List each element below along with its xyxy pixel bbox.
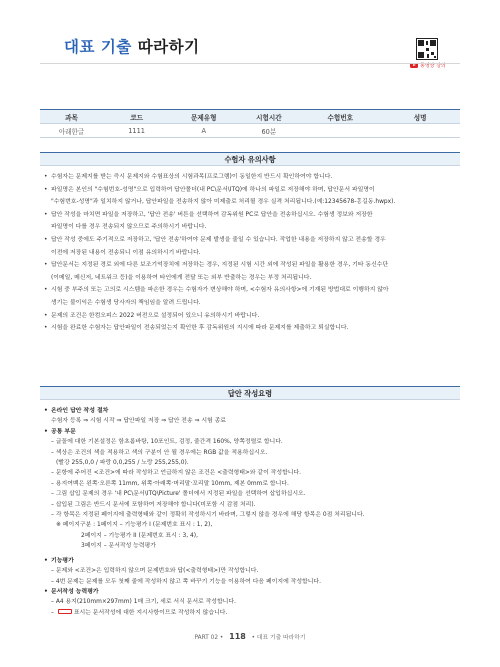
- table-header-cell: 성명: [380, 110, 460, 124]
- header-divider: [40, 63, 460, 64]
- guide-line: 2페이지 – 기능평가 II (문제번호 표시 : 3, 4),: [81, 532, 198, 539]
- guide-line: ※ 페이지구분 : 1페이지 – 기능평가 I (문제번호 표시 : 1, 2),: [56, 522, 213, 529]
- table-header-row: [40, 110, 460, 124]
- guide-line: – 삽입된 그림은 반드시 문서에 포함하여 저장해야 합니다(미포함 시 감점 처리).: [51, 501, 256, 508]
- qr-code-icon[interactable]: [416, 38, 438, 60]
- page-number: 118: [229, 632, 246, 641]
- table-cell: 아래한글: [40, 124, 103, 138]
- list-item-line: (이메일, 메신저, 네트워크 등)을 이용하여 타인에게 전달 또는 외부 반출하는 경우는 부정 처리됩니다.: [51, 274, 312, 281]
- exam-info-table: [40, 109, 460, 138]
- table-cell: [300, 124, 380, 138]
- page-footer: [0, 632, 500, 641]
- list-item: [44, 284, 458, 309]
- list-item: [44, 184, 458, 209]
- table-header-cell: 문제유형: [170, 110, 237, 124]
- table-row: [40, 124, 460, 138]
- answer-guide: [44, 406, 458, 618]
- list-item: • 수험자는 문제지를 받는 즉시 문제지와 수험표상의 시험과목(프로그램)이 동일한지 반드시 확인하여야 합니다.: [44, 171, 458, 184]
- list-item-line: 파일명이 다를 경우 전송되지 않으므로 주의하시기 바랍니다.: [51, 224, 207, 231]
- table-header-cell: 시험시간: [237, 110, 300, 124]
- guide-line: – 그림 삽입 문제의 경우 '내 PC\문서\ITQ\Picture' 폴더에서 지정된 파일을 선택하여 삽입하십시오.: [51, 491, 306, 498]
- guide-line: – A4 용지(210mm×297mm) 1매 크기, 세로 서식 문서로 작성합니다.: [51, 599, 236, 606]
- table-cell: A: [170, 124, 237, 138]
- online-procedure-line: 수험자 등록 ⇒ 시험 시작 ⇒ 답안파일 저장 ⇒ 답안 전송 ⇒ 시험 종료: [51, 418, 226, 425]
- common-section-heading: • 공통 부문: [44, 427, 458, 437]
- list-item-line: 파일명은 본인의 "수험번호-성명"으로 입력하여 답안폴더(내 PC\문서\ITQ)에 하나의 파일로 저장해야 하며, 답안문서 파일명이: [51, 186, 375, 193]
- answer-guide-header: 답안 작성요령: [40, 386, 460, 400]
- function-section-heading: • 기능평가: [44, 556, 458, 566]
- precautions-header: 수험자 유의사항: [40, 152, 460, 166]
- guide-line: – 4번 문제는 문제를 모두 첫째 줄에 작성하지 않고 쪽 바꾸기 기능을 이용하여 다음 페이지에 작성합니다.: [51, 578, 321, 585]
- guide-line: (빨강 255,0,0 / 파랑 0,0,255 / 노랑 255,255,0).: [56, 460, 189, 467]
- guide-line: – 색상은 조건의 색을 적용하고 색의 구분이 안 될 경우에는 RGB 값을 적용하십시오.: [51, 449, 268, 456]
- precautions-list: [44, 171, 458, 335]
- guide-line: – 문제와 <조건>은 입력하지 않으며 문제번호와 답(<출력형태>)만 작성합니다.: [51, 568, 259, 575]
- guide-line: – 각 항목은 지정된 페이지에 출력형태와 같이 정확히 작성하시기 바라며, 그렇지 않을 경우에 해당 항목은 0점 처리됩니다.: [51, 512, 365, 519]
- guide-line: 3페이지 – 문서작성 능력평가: [81, 543, 156, 550]
- youtube-label: 동영상 강의: [420, 63, 446, 69]
- table-cell: [380, 124, 460, 138]
- guide-line-text: 표시는 문서작성에 대한 지시사항이므로 작성하지 않습니다.: [73, 609, 228, 616]
- page-header: [0, 0, 500, 78]
- table-header-cell: 과목: [40, 110, 103, 124]
- guide-line-with-box: – 표시는 문서작성에 대한 지시사항이므로 작성하지 않습니다.: [51, 609, 228, 616]
- table-cell: 60분: [237, 124, 300, 138]
- list-item: • 시험을 완료한 수험자는 답안파일이 전송되었는지 확인한 후 감독위원의 지시에 따라 문제지를 제출하고 퇴실합니다.: [44, 322, 458, 335]
- list-item: [44, 234, 458, 259]
- list-item-line: 생기는 불이익은 수험생 당사자의 책임임을 알려 드립니다.: [51, 299, 201, 306]
- red-box-icon: [58, 609, 72, 614]
- online-procedure-heading: • 온라인 답안 작성 절차: [44, 406, 458, 416]
- title-highlight: 대표 기출: [64, 38, 132, 56]
- list-item-line: 답안 작성을 마치면 파일을 저장하고, '답안 전송' 버튼을 선택하여 감독위원 PC로 답안을 전송하십시오. 수험생 정보와 저장한: [51, 211, 373, 218]
- list-item: [44, 209, 458, 234]
- page-title: [64, 35, 200, 57]
- table-cell: 1111: [103, 124, 170, 138]
- guide-line: – 문항에 주어진 <조건>에 따라 작성하고 언급하지 않은 조건은 <출력형태>와 같이 작성합니다.: [51, 470, 302, 477]
- title-rest: 따라하기: [131, 38, 200, 56]
- list-item-line: "수험번호-성명"과 일치하지 않거나, 답안파일을 전송하지 않아 미제출로 처리될 경우 실격 처리됩니다.(예:12345678-홍길동.hwpx).: [51, 199, 396, 206]
- guide-line: – 글꼴에 대한 기본설정은 함초롬바탕, 10포인트, 검정, 줄간격 160%, 양쪽정렬로 합니다.: [51, 439, 283, 446]
- list-item: • 문제의 조건은 한컴오피스 2022 버전으로 설정되어 있으니 유의하시기 바랍니다.: [44, 310, 458, 323]
- list-item-line: 이전에 저장된 내용이 전송되니 이점 유의하시기 바랍니다.: [51, 249, 201, 256]
- list-item-line: 답안 작성 중에도 주기적으로 저장하고, '답안 전송'하여야 문제 발생을 줄일 수 있습니다. 작업한 내용을 저장하지 않고 전송할 경우: [51, 236, 386, 243]
- document-section-heading: • 문서작성 능력평가: [44, 587, 458, 597]
- list-item: [44, 259, 458, 284]
- table-header-cell: 수험번호: [300, 110, 380, 124]
- footer-part: PART 02 •: [194, 635, 224, 641]
- footer-section: • 대표 기출 따라하기: [251, 635, 306, 641]
- list-item-line: 답안문서는 지정된 경로 외에 다른 보조기억장치에 저장하는 경우, 지정된 시험 시간 외에 작성된 파일을 활용한 경우, 기타 동신수단: [51, 262, 389, 269]
- list-item-line: 시험 중 부주의 또는 고의로 시스템을 파손한 경우는 수험자가 변상해야 하며, <수험자 유의사항>에 기재된 방법대로 이행하지 않아: [51, 287, 389, 294]
- table-header-cell: 코드: [103, 110, 170, 124]
- guide-line: – 용지여백은 왼쪽·오른쪽 11mm, 위쪽·아래쪽·머리말·꼬리말 10mm, 제본 0mm로 합니다.: [51, 480, 289, 487]
